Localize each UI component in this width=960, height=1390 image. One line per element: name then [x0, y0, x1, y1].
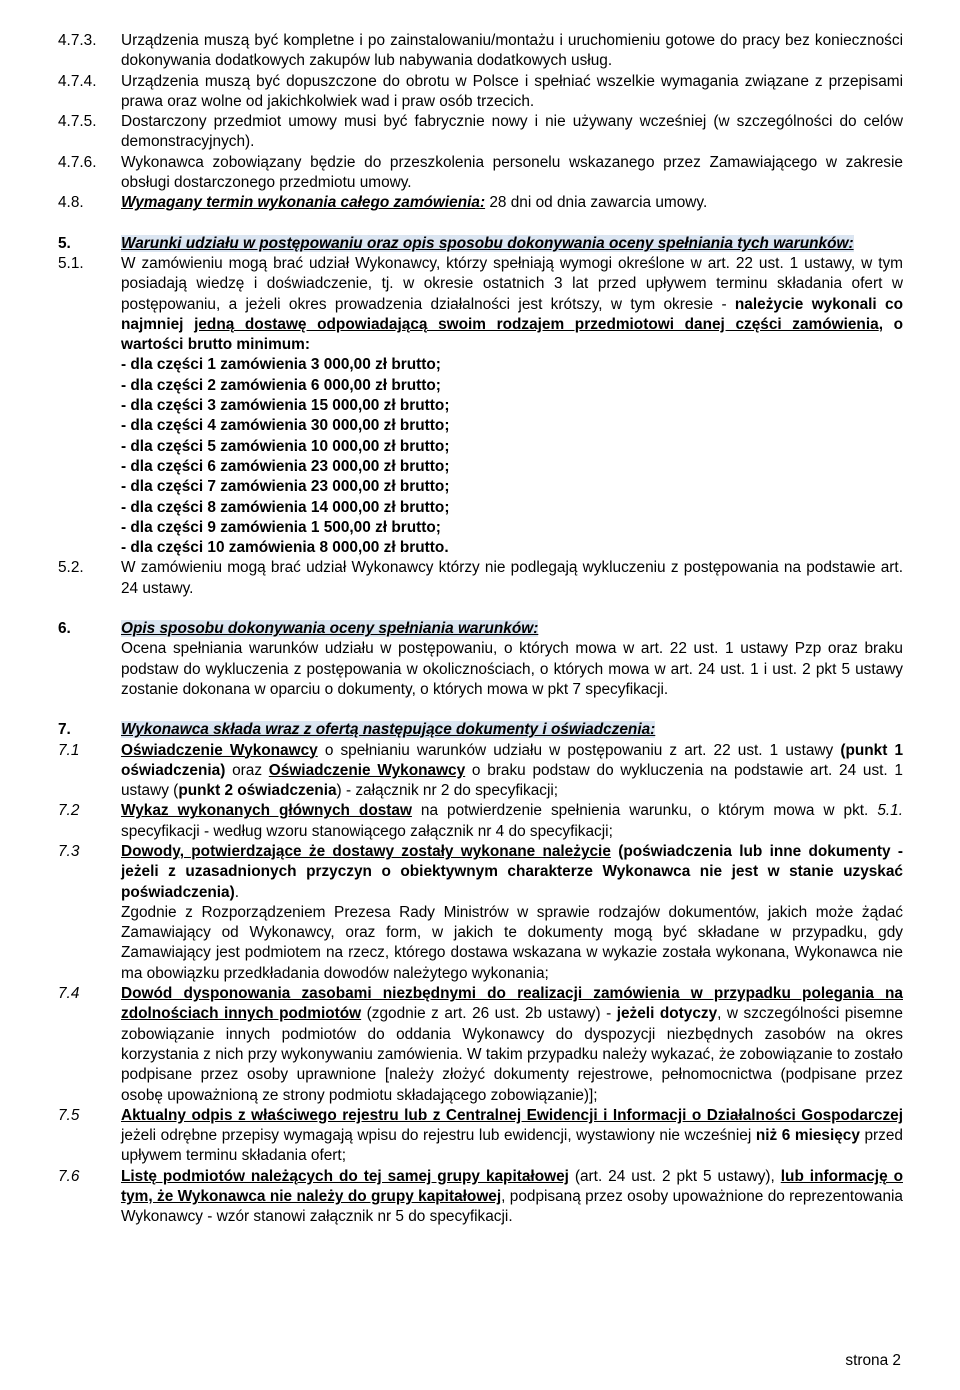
section-text: przed upływem terminu składania ofert; — [121, 1127, 903, 1165]
emphasis-text: (poświadczenia lub inne dokumenty - jeżeli z uzasadnionych przyczyn o obiektywnym charakterze Wykonawca nie jest w stanie uzyskać poświadczenia) — [121, 842, 904, 901]
section-number: 4.7.3. — [58, 32, 97, 49]
reference-text: 5.1. — [877, 802, 903, 820]
value-list — [121, 355, 903, 558]
emphasis-text: należycie wykonali co najmniej — [121, 295, 903, 333]
section-number: 7. — [58, 721, 71, 739]
section-number: 7.5 — [58, 1106, 80, 1124]
section-5 — [58, 234, 903, 254]
section-7-1 — [58, 741, 903, 802]
section-number: 4.7.4. — [58, 72, 97, 90]
section-5-2 — [58, 558, 903, 599]
list-item: - dla części 6 zamówienia 23 000,00 zł brutto; — [121, 457, 450, 475]
section-text: W zamówieniu mogą brać udział Wykonawcy, którzy spełniają wymogi określone w art. 22 ust. 1 ustawy, w tym posiadają wiedzę i doświadczenie, tj. w okresie ostatnich 3 lat przed upływem terminu składania ofert w postępowaniu, a jeżeli okres prowadzenia działalności jest krótszy, w tym okresie - — [121, 254, 903, 313]
section-text: na potwierdzenie spełnienia warunku, o którym mowa w pkt. — [411, 802, 878, 820]
section-number: 5.1. — [58, 254, 84, 272]
section-number: 4.8. — [58, 194, 84, 212]
section-5-1 — [58, 254, 903, 558]
section-text: Urządzenia muszą być dopuszczone do obrotu w Polsce i spełniać wszelkie wymagania związane z przepisami prawa oraz wolne od jakichkolwiek wad i praw osób trzecich. — [121, 72, 903, 110]
section-7-6 — [58, 1167, 903, 1228]
document-name: Wykaz wykonanych głównych dostaw — [121, 802, 412, 820]
section-7 — [58, 720, 903, 740]
document-name: Dowód dysponowania zasobami niezbędnymi do realizacji zamówienia w przypadku polegania na zdolnościach innych podmiotów — [121, 985, 903, 1023]
emphasis-text: (punkt 1 oświadczenia) — [121, 741, 903, 779]
section-4-7-6 — [58, 153, 903, 194]
document-name: Aktualny odpis z właściwego rejestru lub z Centralnej Ewidencji i Informacji o Działalności Gospodarczej — [121, 1106, 903, 1124]
section-number: 4.7.6. — [58, 153, 97, 171]
section-text: Wykonawca zobowiązany będzie do przeszkolenia personelu wskazanego przez Zamawiającego w zakresie obsługi dostarczonego przedmiotu umowy. — [121, 153, 903, 192]
list-item: - dla części 4 zamówienia 30 000,00 zł brutto; — [121, 417, 450, 435]
section-text: 28 dni od dnia zawarcia umowy. — [485, 194, 708, 212]
document-name: lub informację o tym, że Wykonawca nie należy do grupy kapitałowej — [121, 1167, 903, 1206]
section-4-8 — [58, 193, 903, 213]
section-heading: Opis sposobu dokonywania oceny spełniania warunków: — [121, 620, 539, 638]
emphasis-text: niż 6 miesięcy — [755, 1127, 860, 1145]
section-number: 5. — [58, 234, 71, 252]
section-text: (art. 24 ust. 2 pkt 5 ustawy), — [568, 1167, 781, 1185]
page-number: strona 2 — [845, 1352, 901, 1369]
section-text: o braku podstaw do wykluczenia na podstawie art. 24 ust. 1 ustawy ( — [121, 761, 903, 800]
section-7-3 — [58, 842, 903, 984]
list-item: - dla części 3 zamówienia 15 000,00 zł brutto; — [121, 397, 450, 415]
section-4-7-5 — [58, 112, 903, 153]
document-name: Listę podmiotów należących do tej samej grupy kapitałowej — [121, 1167, 569, 1185]
section-text: oraz — [225, 761, 269, 779]
section-number: 6. — [58, 620, 71, 638]
emphasis-text: , o wartości brutto minimum: — [121, 315, 903, 354]
list-item: - dla części 2 zamówienia 6 000,00 zł brutto; — [121, 376, 441, 394]
section-text: ) - załącznik nr 2 do specyfikacji; — [336, 782, 559, 800]
document-name: Oświadczenie Wykonawcy — [121, 741, 318, 759]
section-text: , w szczególności pisemne zobowiązanie innych podmiotów do oddania Wykonawcy do dyspozycji niezbędnych zasobów na okres korzystania z nich przy wykonywaniu zamówienia. W takim przypadku należy wykazać, że zobowiązanie to zostało podpisane przez osoby uprawnione [należy złożyć dokumenty rejestrowe, pełnomocnictwa (podpisane przez osobę upoważnioną ze strony podmiotu składającego zobowiązanie)]; — [121, 1005, 903, 1104]
section-number: 7.4 — [58, 985, 80, 1003]
section-number: 4.7.5. — [58, 113, 97, 131]
section-6 — [58, 619, 903, 700]
section-7-4 — [58, 984, 903, 1106]
section-text: (zgodnie z art. 26 ust. 2b ustawy) - — [361, 1005, 617, 1023]
list-item: - dla części 10 zamówienia 8 000,00 zł brutto. — [121, 539, 449, 557]
list-item: - dla części 1 zamówienia 3 000,00 zł brutto; — [121, 356, 441, 374]
section-text: W zamówieniu mogą brać udział Wykonawcy którzy nie podlegają wykluczeniu z postępowania na podstawie art. 24 ustawy. — [121, 559, 903, 597]
section-text: . — [234, 883, 240, 901]
section-text: Dostarczony przedmiot umowy musi być fabrycznie nowy i nie używany wcześniej (w szczególności do celów demonstracyjnych). — [121, 113, 903, 151]
section-number: 7.3 — [58, 842, 80, 860]
section-text: o spełnianiu warunków udziału w postępowaniu z art. 22 ust. 1 ustawy — [317, 741, 841, 759]
section-4-7-4 — [58, 72, 903, 113]
document-page — [58, 31, 903, 1228]
section-heading: Wykonawca składa wraz z ofertą następujące dokumenty i oświadczenia: — [121, 721, 656, 739]
section-number: 7.2 — [58, 802, 80, 820]
section-number: 5.2. — [58, 559, 84, 577]
list-item: - dla części 9 zamówienia 1 500,00 zł brutto; — [121, 518, 441, 536]
section-number: 7.1 — [58, 741, 80, 759]
section-text: specyfikacji - według wzoru stanowiącego załącznik nr 4 do specyfikacji; — [121, 822, 613, 840]
section-7-5 — [58, 1106, 903, 1167]
emphasis-text: punkt 2 oświadczenia — [178, 782, 337, 800]
section-heading: Wymagany termin wykonania całego zamówienia: — [121, 194, 486, 212]
section-4-7-3 — [58, 31, 903, 72]
section-7-2 — [58, 801, 903, 842]
document-name: Dowody, potwierdzające że dostawy zostały wykonane należycie — [121, 842, 611, 860]
section-text: Urządzenia muszą być kompletne i po zainstalowaniu/montażu i uruchomieniu gotowe do pracy bez konieczności dokonywania dodatkowych zakupów lub nabywania dodatkowych usług. — [121, 32, 903, 70]
emphasis-underlined: jedną dostawę odpowiadającą swoim rodzajem przedmiotowi danej części zamówienia — [194, 315, 879, 333]
section-heading: Warunki udziału w postępowaniu oraz opis sposobu dokonywania oceny spełniania tych warunków: — [121, 234, 854, 252]
section-number: 7.6 — [58, 1167, 80, 1185]
list-item: - dla części 8 zamówienia 14 000,00 zł brutto; — [121, 498, 450, 516]
section-text: , podpisaną przez osoby upoważnione do reprezentowania Wykonawcy - wzór stanowi załącznik nr 5 do specyfikacji. — [121, 1188, 903, 1226]
section-text: Zgodnie z Rozporządzeniem Prezesa Rady Ministrów w sprawie rodzajów dokumentów, jakich może żądać Zamawiający od Wykonawcy, oraz form, w jakich te dokumenty mogą być składane w przypadku, gdy Zamawiający jest podmiotem na rzecz, którego dostawa wskazana w wykazie została wykonana, Wykonawca nie ma obowiązku przedkładania dowodów należytego wykonania; — [121, 903, 903, 982]
emphasis-text: jeżeli dotyczy — [616, 1005, 718, 1023]
section-text: jeżeli odrębne przepisy wymagają wpisu do rejestru lub ewidencji, wystawiony nie wcześniej — [121, 1127, 756, 1145]
section-text: Ocena spełniania warunków udziału w postępowaniu, o których mowa w art. 22 ust. 1 ustawy Pzp oraz braku podstaw do wykluczenia z postępowania w okolicznościach, o których mowa w art. 24 ust. 1 i ust. 2 pkt 5 ustawy zostanie dokonana w oparciu o dokumenty, o których mowa w pkt 7 specyfikacji. — [121, 640, 903, 698]
list-item: - dla części 7 zamówienia 23 000,00 zł brutto; — [121, 478, 450, 496]
list-item: - dla części 5 zamówienia 10 000,00 zł brutto; — [121, 437, 450, 455]
document-name: Oświadczenie Wykonawcy — [268, 761, 466, 779]
